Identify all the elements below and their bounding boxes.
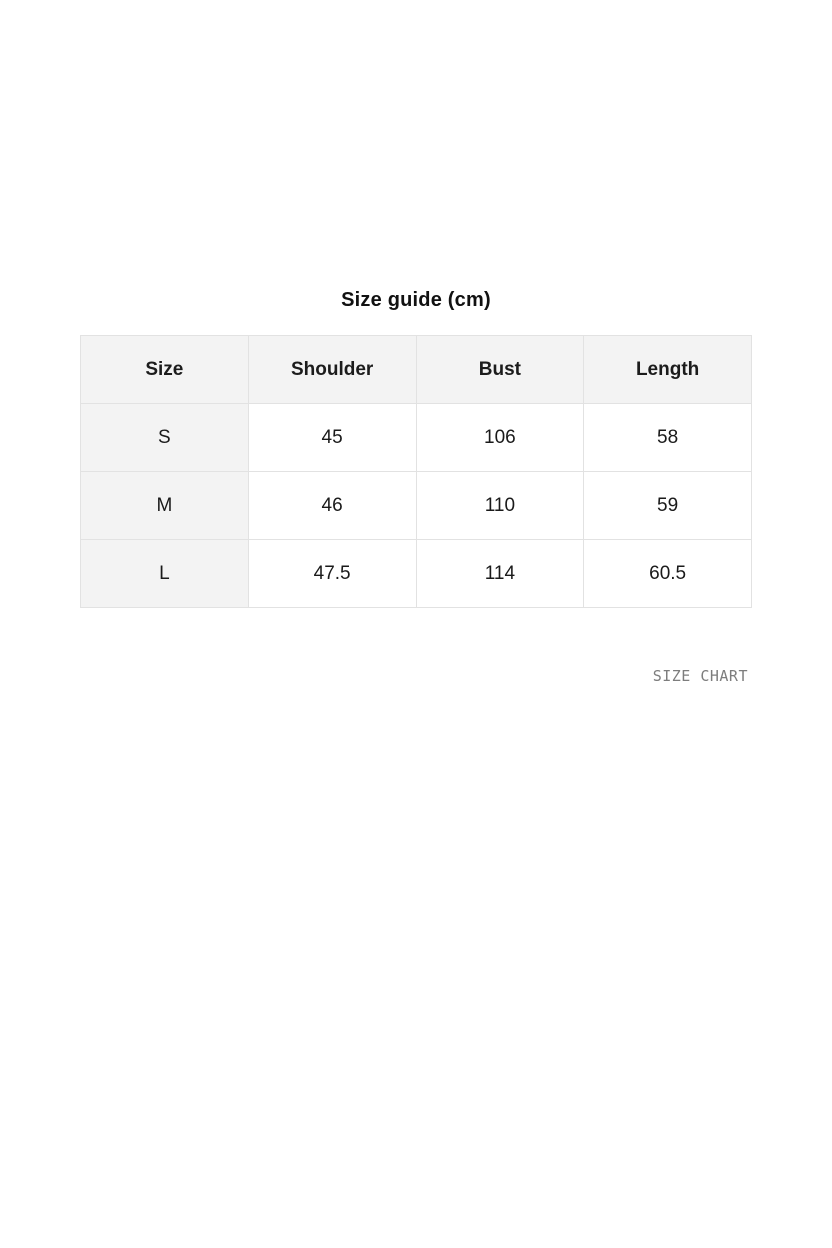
table-row-l: [81, 540, 752, 608]
size-guide-title: Size guide (cm): [341, 289, 491, 311]
size-table-body: [81, 404, 752, 608]
size-label-s: S: [81, 404, 249, 472]
bust-value-l: 114: [416, 540, 584, 608]
size-chart-caption: SIZE CHART: [652, 667, 748, 685]
column-header-size: Size: [81, 336, 249, 404]
table-row-s: [81, 404, 752, 472]
column-header-bust: Bust: [416, 336, 584, 404]
bust-value-s: 106: [416, 404, 584, 472]
shoulder-value-l: 47.5: [248, 540, 416, 608]
length-value-l: 60.5: [584, 540, 752, 608]
header-row: [81, 336, 752, 404]
size-label-l: L: [81, 540, 249, 608]
column-header-length: Length: [584, 336, 752, 404]
bust-value-m: 110: [416, 472, 584, 540]
shoulder-value-m: 46: [248, 472, 416, 540]
size-label-m: M: [81, 472, 249, 540]
size-table-header: [81, 336, 752, 404]
column-header-shoulder: Shoulder: [248, 336, 416, 404]
shoulder-value-s: 45: [248, 404, 416, 472]
size-table-container: [80, 335, 752, 608]
length-value-m: 59: [584, 472, 752, 540]
table-row-m: [81, 472, 752, 540]
size-table: [80, 335, 752, 608]
length-value-s: 58: [584, 404, 752, 472]
